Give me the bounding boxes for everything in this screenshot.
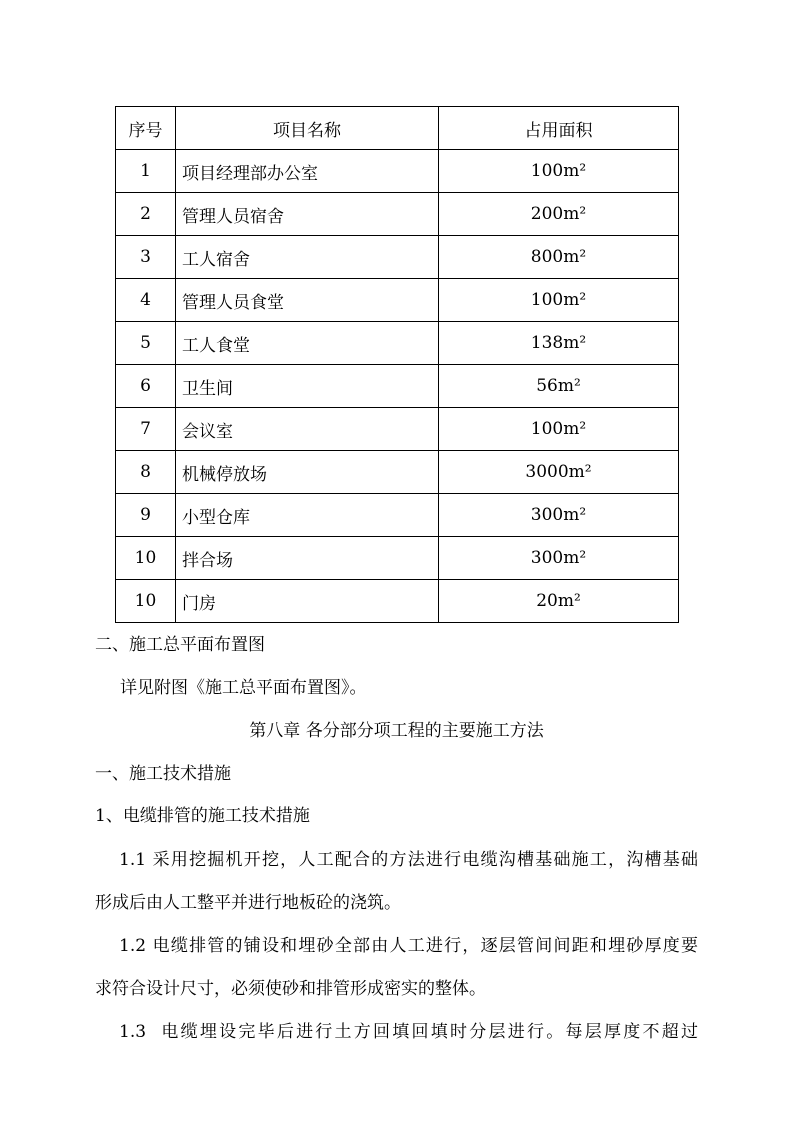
section2-text: 详见附图《施工总平面布置图》。 xyxy=(120,678,367,698)
cell-index: 5 xyxy=(116,322,176,365)
cell-area: 100m² xyxy=(439,408,679,451)
cell-area: 300m² xyxy=(439,494,679,537)
cell-index: 10 xyxy=(116,580,176,623)
table-row xyxy=(116,150,679,193)
table-row xyxy=(116,580,679,623)
cell-name: 机械停放场 xyxy=(176,451,439,494)
cell-name: 工人宿舍 xyxy=(176,236,439,279)
paragraph-1-2-line: 1.2 电缆排管的铺设和埋砂全部由人工进行，逐层管间间距和埋砂厚度要 xyxy=(119,936,698,956)
cell-name: 拌合场 xyxy=(176,537,439,580)
sub1-heading: 1、电缆排管的施工技术措施 xyxy=(95,806,310,826)
cell-index: 9 xyxy=(116,494,176,537)
table-header-row xyxy=(116,107,679,150)
header-area: 占用面积 xyxy=(439,107,679,150)
paragraph-1-1-line: 1.1 采用挖掘机开挖，人工配合的方法进行电缆沟槽基础施工，沟槽基础 xyxy=(119,850,698,870)
table-row xyxy=(116,365,679,408)
cell-area: 138m² xyxy=(439,322,679,365)
cell-name: 管理人员宿舍 xyxy=(176,193,439,236)
site-area-table xyxy=(115,106,679,623)
cell-name: 管理人员食堂 xyxy=(176,279,439,322)
cell-name: 项目经理部办公室 xyxy=(176,150,439,193)
cell-area: 100m² xyxy=(439,279,679,322)
cell-index: 3 xyxy=(116,236,176,279)
cell-name: 门房 xyxy=(176,580,439,623)
table-row xyxy=(116,537,679,580)
cell-area: 3000m² xyxy=(439,451,679,494)
cell-index: 7 xyxy=(116,408,176,451)
cell-area: 800m² xyxy=(439,236,679,279)
chapter-title: 第八章 各分部分项工程的主要施工方法 xyxy=(249,721,544,741)
cell-index: 8 xyxy=(116,451,176,494)
table-row xyxy=(116,494,679,537)
section1-heading: 一、施工技术措施 xyxy=(95,764,231,784)
cell-index: 6 xyxy=(116,365,176,408)
table-row xyxy=(116,408,679,451)
cell-area: 56m² xyxy=(439,365,679,408)
cell-area: 100m² xyxy=(439,150,679,193)
cell-area: 200m² xyxy=(439,193,679,236)
cell-index: 10 xyxy=(116,537,176,580)
cell-area: 20m² xyxy=(439,580,679,623)
header-name: 项目名称 xyxy=(176,107,439,150)
cell-name: 会议室 xyxy=(176,408,439,451)
header-index: 序号 xyxy=(116,107,176,150)
cell-name: 卫生间 xyxy=(176,365,439,408)
paragraph-1-2-line: 求符合设计尺寸，必须使砂和排管形成密实的整体。 xyxy=(95,979,486,999)
table-row xyxy=(116,322,679,365)
cell-name: 工人食堂 xyxy=(176,322,439,365)
table-row xyxy=(116,451,679,494)
table-row xyxy=(116,279,679,322)
cell-index: 2 xyxy=(116,193,176,236)
cell-index: 4 xyxy=(116,279,176,322)
cell-index: 1 xyxy=(116,150,176,193)
paragraph-1-3-line: 1.3 电缆埋设完毕后进行土方回填回填时分层进行。每层厚度不超过 xyxy=(119,1022,698,1042)
table-row xyxy=(116,193,679,236)
cell-name: 小型仓库 xyxy=(176,494,439,537)
section2-heading: 二、施工总平面布置图 xyxy=(95,635,265,655)
table-row xyxy=(116,236,679,279)
cell-area: 300m² xyxy=(439,537,679,580)
paragraph-1-1-line: 形成后由人工整平并进行地板砼的浇筑。 xyxy=(95,893,401,913)
